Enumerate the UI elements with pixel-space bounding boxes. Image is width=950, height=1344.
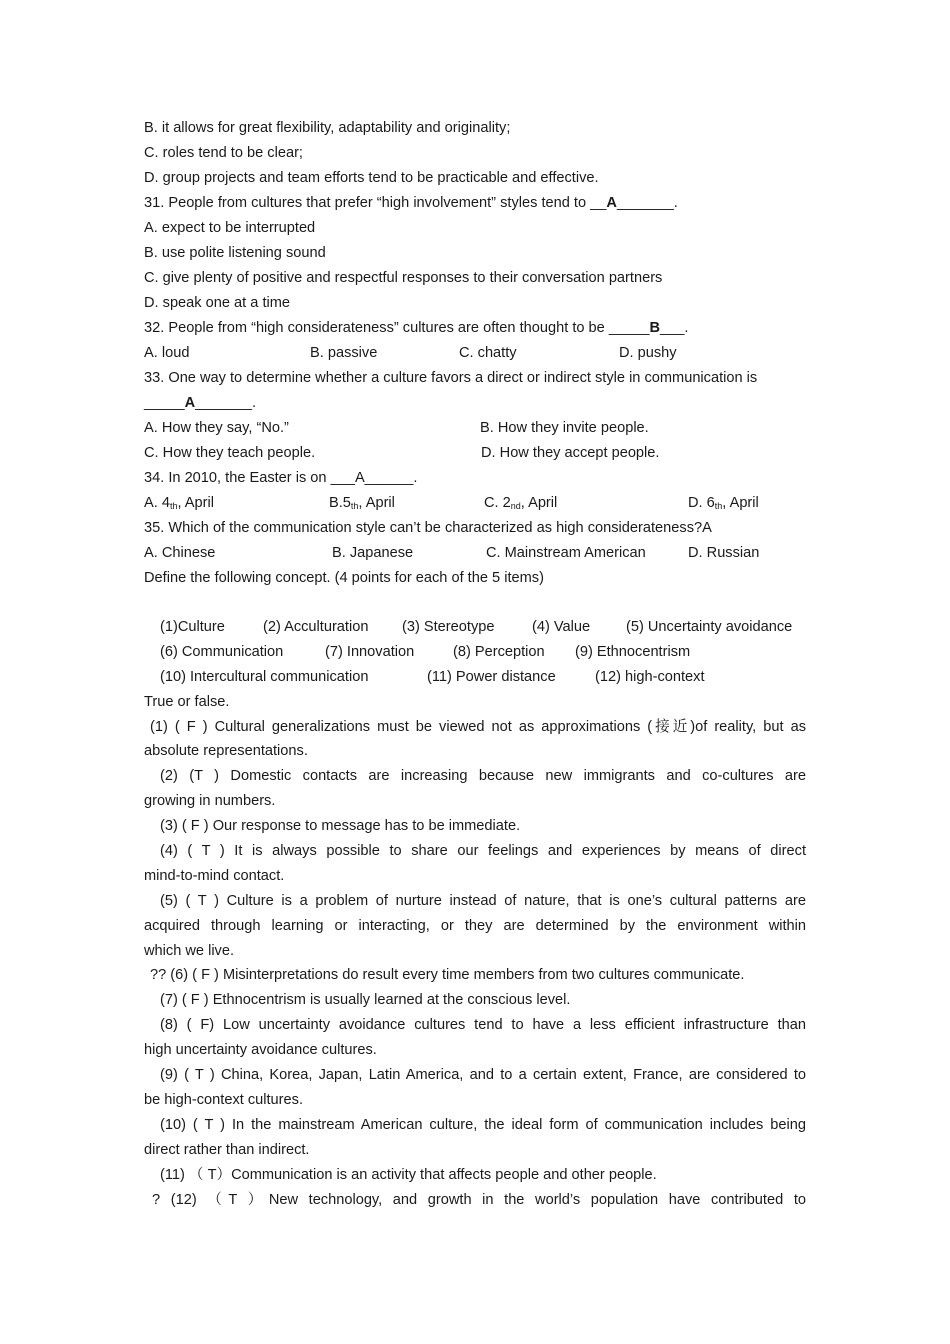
prev-option-b: B. it allows for great flexibility, adaptability and originality;	[144, 120, 511, 136]
q35-option-c: C. Mainstream American	[486, 545, 646, 561]
q35-option-b: B. Japanese	[332, 545, 414, 561]
q32-option-b: B. passive	[310, 345, 378, 361]
q31-option-c: C. give plenty of positive and respectful responses to their conversation partners	[144, 270, 663, 286]
q31-stem: 31. People from cultures that prefer “high involvement” styles tend to __A_______.	[144, 195, 678, 211]
define-item: (12) high-context	[595, 669, 705, 685]
q33-answer: A	[184, 395, 196, 411]
define-item: (10) Intercultural communication	[160, 669, 369, 685]
q32-option-a: A. loud	[144, 345, 190, 361]
tf-line: ? (12) （T ）New technology, and growth in the world’s population have contributed to	[152, 1192, 806, 1208]
tf-line: (10) ( T ) In the mainstream American culture, the ideal form of communication includes being	[160, 1117, 806, 1133]
define-item: (5) Uncertainty avoidance	[626, 619, 793, 635]
tf-line: high uncertainty avoidance cultures.	[144, 1042, 377, 1058]
q32-option-d: D. pushy	[619, 345, 677, 361]
q34-stem: 34. In 2010, the Easter is on ___A______.	[144, 470, 418, 486]
q35-option-d: D. Russian	[688, 545, 760, 561]
q31-option-d: D. speak one at a time	[144, 295, 291, 311]
tf-line: (5) ( T ) Culture is a problem of nurture instead of nature, that is one’s cultural patterns are	[160, 893, 806, 909]
define-item: (7) Innovation	[325, 644, 415, 660]
tf-line: ?? (6) ( F ) Misinterpretations do result every time members from two cultures communicate.	[150, 967, 745, 983]
tf-line: (11) （ T）Communication is an activity that affects people and other people.	[160, 1167, 657, 1183]
define-item: (9) Ethnocentrism	[575, 644, 691, 660]
q34-option-b: $B.5_{th}$, April	[329, 495, 395, 511]
tf-heading: True or false.	[144, 694, 230, 710]
q31-answer: A	[606, 195, 617, 211]
q33-stem-line1: 33. One way to determine whether a culture favors a direct or indirect style in communication is	[144, 370, 758, 386]
define-item: (8) Perception	[453, 644, 545, 660]
q32-answer: B	[649, 320, 660, 336]
tf-line: (4) ( T ) It is always possible to share our feelings and experiences by means of direct	[160, 843, 806, 859]
q32-stem: 32. People from “high considerateness” cultures are often thought to be _____B___.	[144, 320, 689, 336]
q32-option-c: C. chatty	[459, 345, 517, 361]
tf-line: absolute representations.	[144, 743, 308, 759]
q34-option-a: A. $4_{th}$, April	[144, 495, 214, 511]
q31-option-b: B. use polite listening sound	[144, 245, 326, 261]
tf-line: which we live.	[144, 943, 235, 959]
q33-option-b: B. How they invite people.	[480, 420, 649, 436]
tf-line: (7) ( F ) Ethnocentrism is usually learned at the conscious level.	[160, 992, 571, 1008]
tf-line: direct rather than indirect.	[144, 1142, 310, 1158]
define-item: (4) Value	[532, 619, 591, 635]
tf-line: (9) ( T ) China, Korea, Japan, Latin America, and to a certain extent, France, are considered to	[160, 1067, 806, 1083]
define-item: (2) Acculturation	[263, 619, 369, 635]
tf-line: (1) ( F ) Cultural generalizations must be viewed not as approximations (接近)of reality, but as	[150, 719, 806, 735]
q35-stem: 35. Which of the communication style can’t be characterized as high considerateness?A	[144, 520, 712, 536]
tf-line: (8) ( F) Low uncertainty avoidance cultures tend to have a less efficient infrastructure than	[160, 1017, 806, 1033]
tf-line: acquired through learning or interacting, or they are determined by the environment within	[144, 918, 806, 934]
define-item: (11) Power distance	[427, 669, 556, 685]
q33-option-a: A. How they say, “No.”	[144, 420, 289, 436]
q31-option-a: A. expect to be interrupted	[144, 220, 316, 236]
q35-option-a: A. Chinese	[144, 545, 216, 561]
define-item: (6) Communication	[160, 644, 284, 660]
define-heading: Define the following concept. (4 points for each of the 5 items)	[144, 570, 544, 586]
q33-option-d: D. How they accept people.	[481, 445, 660, 461]
q34-option-c: C. $2_{nd}$, April	[484, 495, 558, 511]
q33-option-c: C. How they teach people.	[144, 445, 316, 461]
q33-stem-line2: _____A_______.	[144, 395, 257, 411]
tf-line: growing in numbers.	[144, 793, 276, 809]
tf-line: mind-to-mind contact.	[144, 868, 285, 884]
prev-option-d: D. group projects and team efforts tend to be practicable and effective.	[144, 170, 599, 186]
prev-option-c: C. roles tend to be clear;	[144, 145, 303, 161]
define-item: (3) Stereotype	[402, 619, 495, 635]
tf-line: be high-context cultures.	[144, 1092, 303, 1108]
define-item: (1)Culture	[160, 619, 225, 635]
q34-option-d: D. $6_{th}$, April	[688, 495, 759, 511]
tf-line: (3) ( F ) Our response to message has to be immediate.	[160, 818, 521, 834]
tf-line: (2) (T ) Domestic contacts are increasing because new immigrants and co-cultures are	[160, 768, 806, 784]
